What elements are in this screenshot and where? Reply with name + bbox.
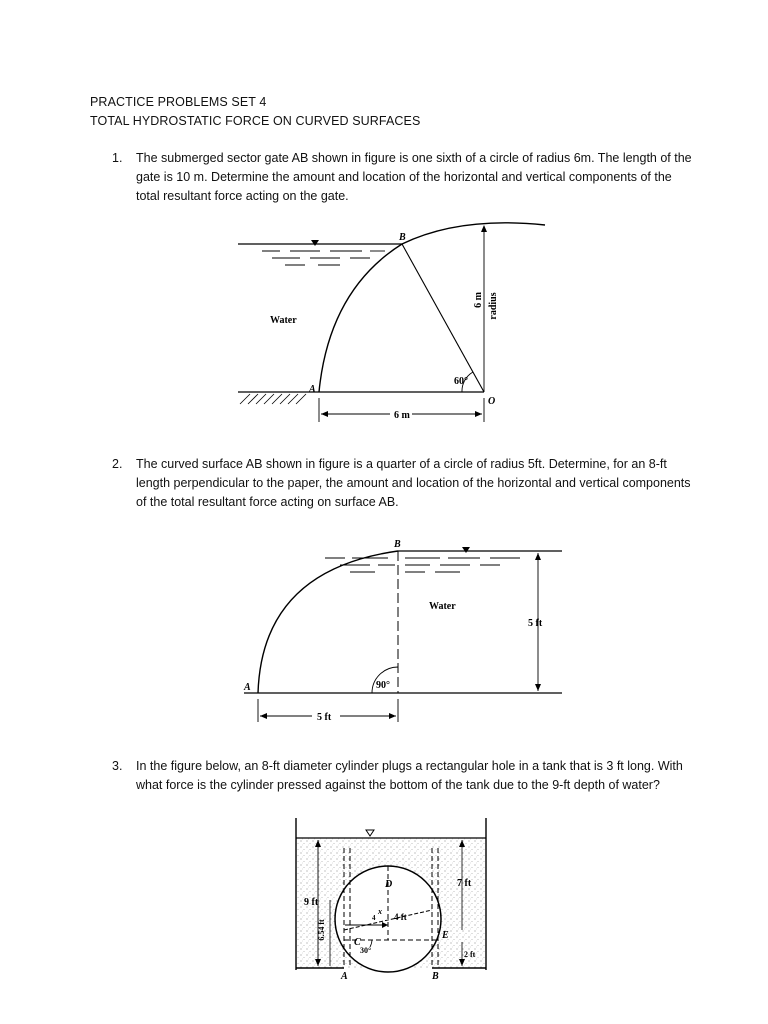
label-b: B [399,232,406,243]
problem-1 [112,149,692,206]
label-c: C [354,937,361,948]
label-water: Water [429,601,456,612]
label-depth: 5 ft [528,618,543,629]
problem-number: 3. [112,759,123,773]
label-r-mark: 4 [372,914,376,922]
label-b: B [394,539,401,550]
label-depth: 9 ft [304,897,319,908]
label-d: D [385,879,393,890]
label-b: B [432,971,439,982]
problem-3 [112,757,692,795]
label-right-top: 7 ft [457,878,472,889]
label-dim: 6 m [394,410,410,421]
label-dim: 5 ft [317,712,332,723]
label-right-bottom: 2 ft [464,950,476,959]
set-subtitle: TOTAL HYDROSTATIC FORCE ON CURVED SURFACES [90,114,421,128]
label-radius: 4 ft [394,912,407,922]
label-angle: 30° [360,946,372,955]
figure-2 [0,535,768,735]
water-surface-icon [366,830,374,836]
problem-number: 2. [112,457,123,471]
label-radius-value: 6 m [473,292,484,308]
figure-3 [0,814,768,994]
label-e: E [442,930,449,941]
problem-number: 1. [112,151,123,165]
label-a: A [309,384,316,395]
label-x-mark: x [378,907,382,916]
problem-text: The submerged sector gate AB shown in figure is one sixth of a circle of radius 6m. The length of the gate is 10 m. Determine the amount and location of the horizontal and vertical components of the total resultant force acting on the gate. [136,151,692,203]
label-a: A [244,682,251,693]
figure-1 [0,218,768,428]
water-surface-icon [462,547,470,553]
label-water: Water [270,315,297,326]
water-surface-icon [311,240,319,246]
label-angle: 60° [454,376,468,387]
label-angle: 90° [376,680,390,691]
problem-2 [112,455,692,512]
label-radius-word: radius [488,292,499,320]
label-a: A [341,971,348,982]
problem-text: In the figure below, an 8-ft diameter cylinder plugs a rectangular hole in a tank that is 3 ft long. With what force is the cylinder pressed against the bottom of the tank due to the 9-ft depth of water? [136,759,683,792]
label-left-dim: 6.54 ft [317,919,326,941]
label-o: O [488,396,496,407]
set-title: PRACTICE PROBLEMS SET 4 [90,95,267,109]
problem-text: The curved surface AB shown in figure is a quarter of a circle of radius 5ft. Determine, for an 8-ft length perpendicular to the paper, the amount and location of the horizontal and vertical components of the total resultant force acting on surface AB. [136,457,691,509]
